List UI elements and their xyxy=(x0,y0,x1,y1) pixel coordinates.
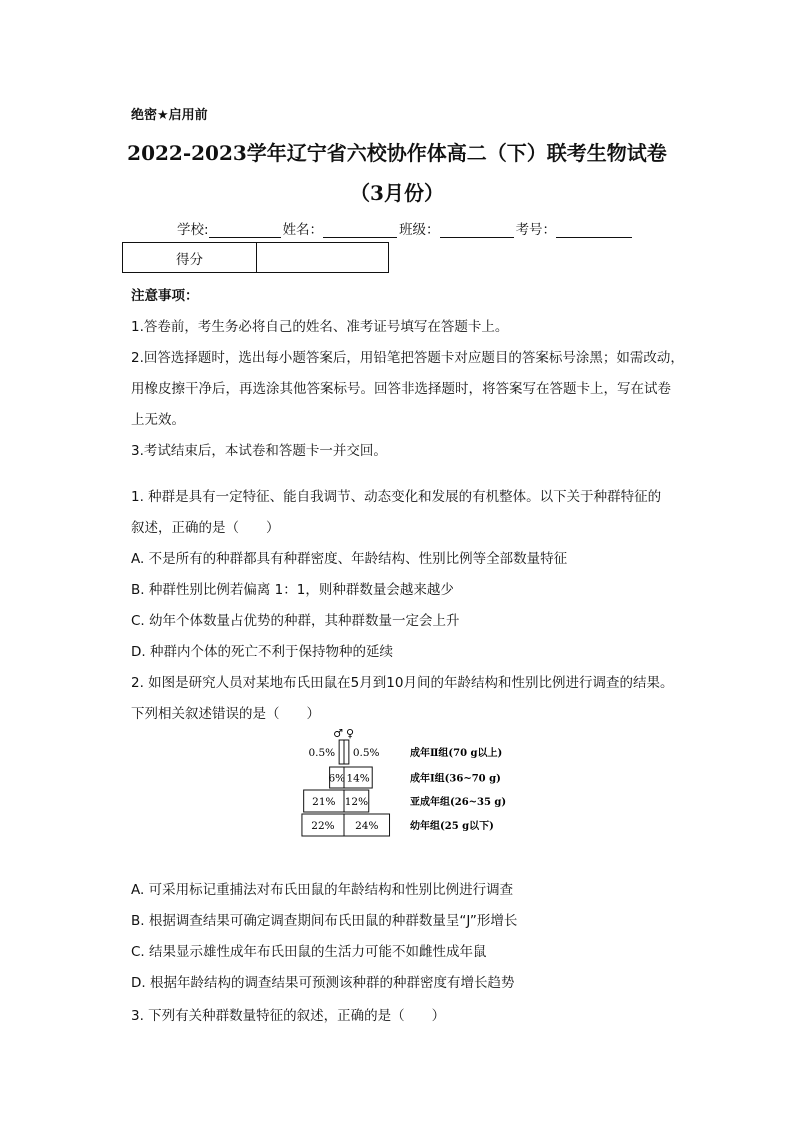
school-label: 学校: xyxy=(177,222,209,238)
category-label-1: 成年Ⅰ组(36~70 g) xyxy=(410,773,501,785)
male-symbol: ♂ xyxy=(333,727,343,740)
class-label: 班级： xyxy=(399,222,440,238)
category-label-0: 成年Ⅱ组(70 g以上) xyxy=(410,748,503,759)
note-line: 上无效。 xyxy=(131,412,185,428)
q3-stem: 3. 下列有关种群数量特征的叙述，正确的是（ ） xyxy=(131,1008,446,1024)
bar-label-male-1: 6% xyxy=(328,772,346,785)
q2-option-b: B. 根据调查结果可确定调查期间布氏田鼠的种群数量呈“J”形增长 xyxy=(131,913,518,929)
bar-label-female-3: 24% xyxy=(355,820,379,832)
exam-title: 2022-2023学年辽宁省六校协作体高二（下）联考生物试卷 xyxy=(127,141,667,165)
q2-option-a: A. 可采用标记重捕法对布氏田鼠的年龄结构和性别比例进行调查 xyxy=(131,882,514,898)
q1-option-b: B. 种群性别比例若偏离 1：1，则种群数量会越来越少 xyxy=(131,582,454,598)
class-field[interactable] xyxy=(440,223,514,238)
note-line: 用橡皮擦干净后，再选涂其他答案标号。回答非选择题时，将答案写在答题卡上，写在试卷 xyxy=(131,381,671,397)
name-label: 姓名： xyxy=(282,222,324,238)
q1-option-d: D. 种群内个体的死亡不利于保持物种的延续 xyxy=(131,644,393,660)
female-symbol: ♀ xyxy=(345,727,355,740)
note-line: 2.回答选择题时，选出每小题答案后，用铅笔把答题卡对应题目的答案标号涂黑；如需改动， xyxy=(131,350,684,366)
q2-option-c: C. 结果显示雄性成年布氏田鼠的生活力可能不如雌性成年鼠 xyxy=(131,944,487,960)
bar-label-female-1: 14% xyxy=(346,772,370,785)
note-line: 3.考试结束后，本试卷和答题卡一并交回。 xyxy=(131,443,387,459)
bar-male-0 xyxy=(339,740,344,764)
note-line: 1.答卷前，考生务必将自己的姓名、准考证号填写在答题卡上。 xyxy=(131,319,509,335)
score-value-cell[interactable] xyxy=(257,243,389,273)
q1-option-a: A. 不是所有的种群都具有种群密度、年龄结构、性别比例等全部数量特征 xyxy=(131,551,568,567)
school-field[interactable] xyxy=(209,223,281,238)
student-info-row xyxy=(177,218,634,238)
q2-option-d: D. 根据年龄结构的调查结果可预测该种群的种群密度有增长趋势 xyxy=(131,975,515,991)
bar-female-0 xyxy=(344,740,349,764)
notes-heading: 注意事项： xyxy=(131,288,199,304)
q1-stem-cont: 叙述，正确的是（ ） xyxy=(131,520,280,536)
q1-option-c: C. 幼年个体数量占优势的种群，其种群数量一定会上升 xyxy=(131,613,460,629)
bar-label-male-3: 22% xyxy=(311,820,335,832)
q2-stem-cont: 下列相关叙述错误的是（ ） xyxy=(131,706,320,722)
exam-number-field[interactable] xyxy=(556,223,632,238)
bar-label-male-0: 0.5% xyxy=(308,747,336,759)
secret-label: 绝密★启用前 xyxy=(131,108,208,123)
bar-label-female-2: 12% xyxy=(344,796,369,808)
q1-stem: 1. 种群是具有一定特征、能自我调节、动态变化和发展的有机整体。以下关于种群特征的 xyxy=(131,489,662,505)
age-structure-pyramid-chart xyxy=(280,726,520,844)
bar-label-female-0: 0.5% xyxy=(352,747,380,759)
category-label-2: 亚成年组(26~35 g) xyxy=(410,797,507,808)
category-label-3: 幼年组(25 g以下) xyxy=(410,821,494,832)
name-field[interactable] xyxy=(323,223,397,238)
exam-subtitle: （3月份） xyxy=(350,181,444,205)
exam-number-label: 考号： xyxy=(515,222,557,238)
score-table xyxy=(122,242,389,273)
bar-label-male-2: 21% xyxy=(312,796,336,808)
q2-stem: 2. 如图是研究人员对某地布氏田鼠在5月到10月间的年龄结构和性别比例进行调查的结果。 xyxy=(131,675,674,691)
score-label: 得分 xyxy=(123,243,257,273)
